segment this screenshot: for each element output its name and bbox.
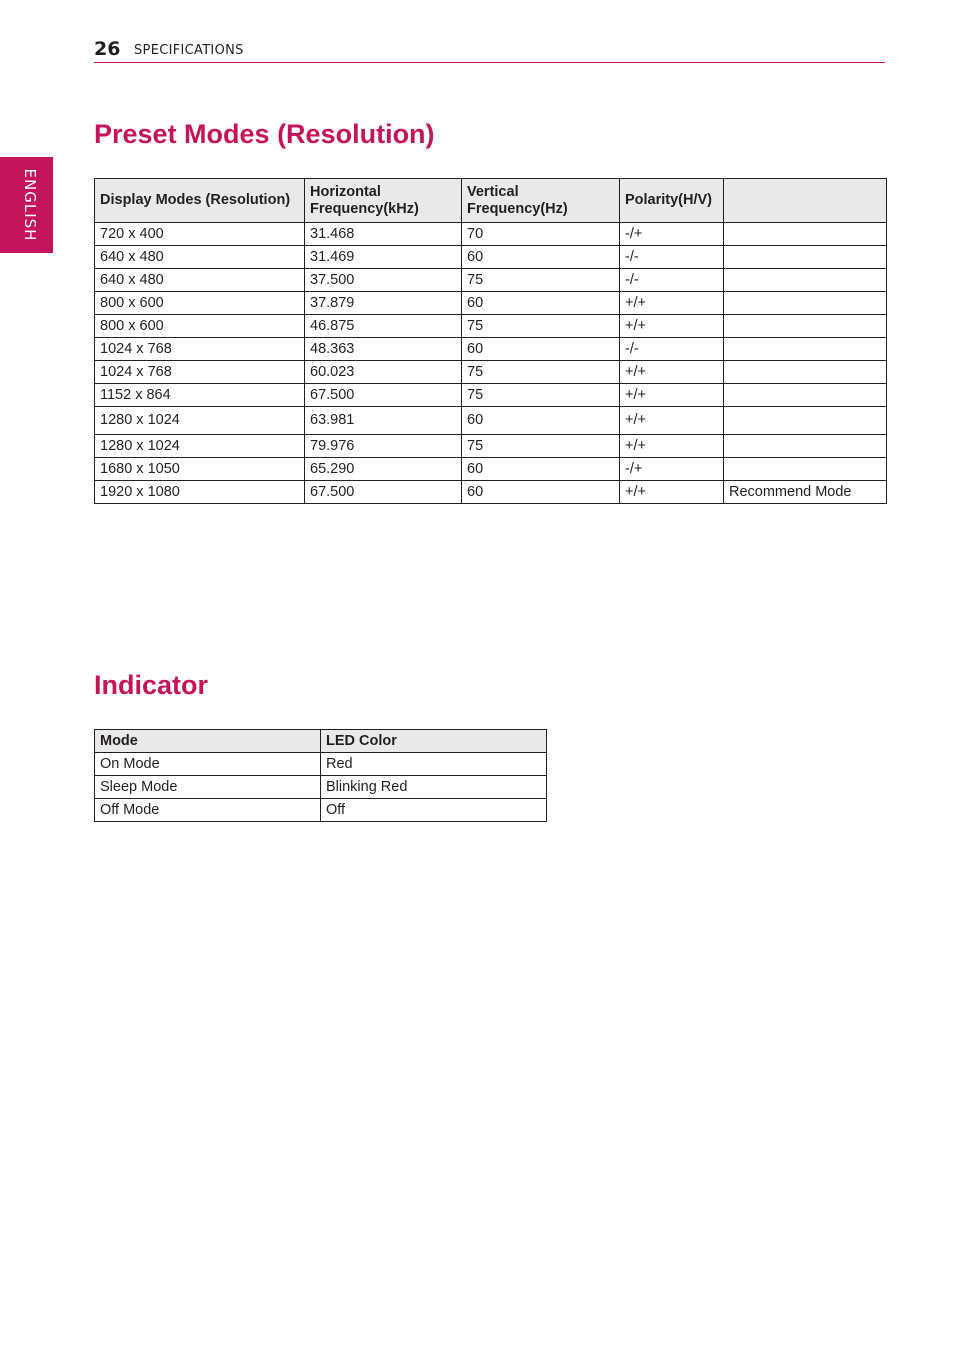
table-row [95, 384, 887, 407]
table-cell: 75 [462, 269, 620, 292]
table-cell: 640 x 480 [95, 269, 305, 292]
table-cell: -/- [620, 269, 724, 292]
table-cell: -/- [620, 338, 724, 361]
table-cell: 75 [462, 384, 620, 407]
column-header: Vertical Frequency(Hz) [462, 179, 620, 223]
table-cell: Red [321, 753, 547, 776]
table-cell: Off [321, 799, 547, 822]
table-cell [724, 458, 887, 481]
table-cell: 1024 x 768 [95, 338, 305, 361]
table-cell: 1152 x 864 [95, 384, 305, 407]
table-row [95, 753, 547, 776]
table-cell: +/+ [620, 315, 724, 338]
table-cell [724, 223, 887, 246]
column-header: Polarity(H/V) [620, 179, 724, 223]
table-cell: 37.500 [305, 269, 462, 292]
table-cell: 60 [462, 292, 620, 315]
column-header: Horizontal Frequency(kHz) [305, 179, 462, 223]
table-row [95, 246, 887, 269]
section-label: SPECIFICATIONS [134, 43, 244, 58]
table-cell: 1280 x 1024 [95, 435, 305, 458]
table-cell: 60 [462, 338, 620, 361]
table-row [95, 223, 887, 246]
table-cell: +/+ [620, 361, 724, 384]
table-row [95, 338, 887, 361]
table-cell: On Mode [95, 753, 321, 776]
table-cell: 60 [462, 458, 620, 481]
table-cell: 800 x 600 [95, 315, 305, 338]
table-cell: 48.363 [305, 338, 462, 361]
preset-modes-title: Preset Modes (Resolution) [94, 119, 435, 149]
table-cell: +/+ [620, 384, 724, 407]
table-cell: 1920 x 1080 [95, 481, 305, 504]
table-cell: 60.023 [305, 361, 462, 384]
table-cell: Sleep Mode [95, 776, 321, 799]
table-cell: 75 [462, 435, 620, 458]
table-cell: 67.500 [305, 481, 462, 504]
table-row [95, 361, 887, 384]
table-cell: 31.469 [305, 246, 462, 269]
table-cell [724, 384, 887, 407]
table-row [95, 776, 547, 799]
table-cell: +/+ [620, 481, 724, 504]
table-cell [724, 435, 887, 458]
table-cell: 37.879 [305, 292, 462, 315]
table-cell: 640 x 480 [95, 246, 305, 269]
table-cell: -/+ [620, 223, 724, 246]
table-row [95, 269, 887, 292]
language-tab [0, 157, 53, 253]
table-cell: +/+ [620, 292, 724, 315]
table-cell: 31.468 [305, 223, 462, 246]
table-cell: 60 [462, 407, 620, 435]
table-cell [724, 269, 887, 292]
indicator-table [94, 729, 547, 822]
table-cell: Off Mode [95, 799, 321, 822]
table-cell: 800 x 600 [95, 292, 305, 315]
header-divider [94, 62, 885, 63]
column-header: Mode [95, 730, 321, 753]
indicator-title: Indicator [94, 670, 209, 700]
table-cell: 720 x 400 [95, 223, 305, 246]
language-tab-label: ENGLISH [21, 168, 39, 242]
table-cell [724, 407, 887, 435]
table-cell [724, 246, 887, 269]
table-cell: 63.981 [305, 407, 462, 435]
table-header-row [95, 730, 547, 753]
table-cell: 60 [462, 246, 620, 269]
table-row [95, 407, 887, 435]
table-cell: Recommend Mode [724, 481, 887, 504]
table-cell: 46.875 [305, 315, 462, 338]
column-header: Display Modes (Resolution) [95, 179, 305, 223]
table-row [95, 292, 887, 315]
table-cell: 1024 x 768 [95, 361, 305, 384]
table-cell: -/+ [620, 458, 724, 481]
table-row [95, 481, 887, 504]
table-cell: 1280 x 1024 [95, 407, 305, 435]
table-cell [724, 338, 887, 361]
table-cell: 65.290 [305, 458, 462, 481]
table-cell: 79.976 [305, 435, 462, 458]
table-cell: +/+ [620, 407, 724, 435]
table-cell: 67.500 [305, 384, 462, 407]
table-cell: 60 [462, 481, 620, 504]
column-header [724, 179, 887, 223]
table-row [95, 458, 887, 481]
table-cell: -/- [620, 246, 724, 269]
table-row [95, 315, 887, 338]
table-header-row [95, 179, 887, 223]
table-cell: Blinking Red [321, 776, 547, 799]
table-cell: 70 [462, 223, 620, 246]
table-cell: 1680 x 1050 [95, 458, 305, 481]
table-cell [724, 292, 887, 315]
table-cell: 75 [462, 361, 620, 384]
preset-modes-table [94, 178, 887, 504]
table-cell [724, 315, 887, 338]
table-row [95, 799, 547, 822]
table-cell: +/+ [620, 435, 724, 458]
page-number: 26 [94, 38, 121, 60]
column-header: LED Color [321, 730, 547, 753]
table-cell [724, 361, 887, 384]
table-cell: 75 [462, 315, 620, 338]
table-row [95, 435, 887, 458]
